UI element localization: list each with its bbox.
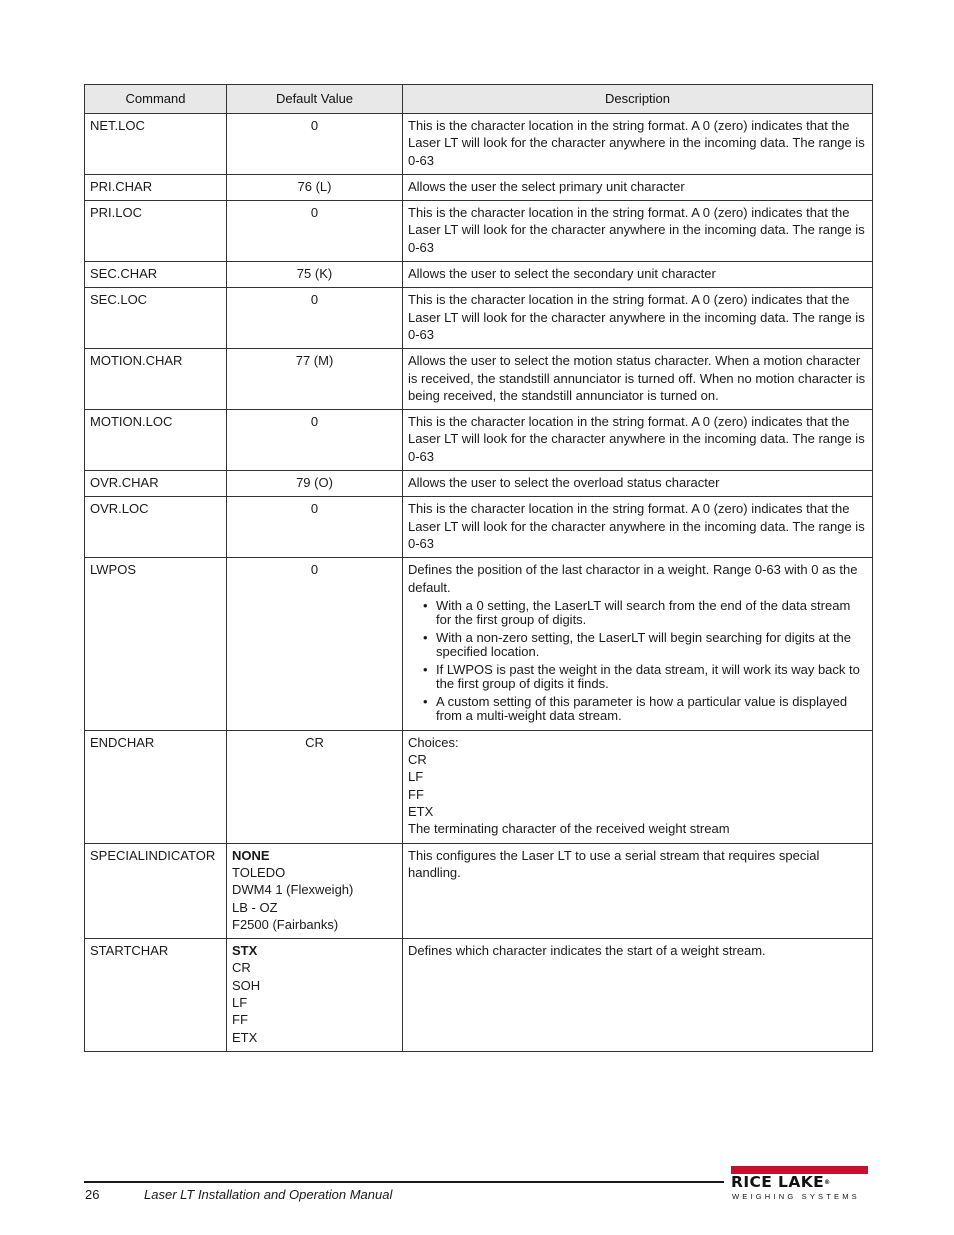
bullet-item: • With a non-zero setting, the LaserLT will begin searching for digits at the specified location.: [436, 631, 867, 660]
default-option: ETX: [232, 1029, 258, 1045]
default-option: LB - OZ: [232, 899, 278, 915]
description-line: FF: [408, 786, 424, 802]
column-header-description: Description: [403, 85, 873, 114]
default-value-cell: 0: [227, 114, 403, 175]
table-row: [85, 730, 873, 843]
default-value-cell: 0: [227, 201, 403, 262]
table-row: [85, 349, 873, 410]
description-cell: This is the character location in the string format. A 0 (zero) indicates that the Laser LT will look for the character anywhere in the incoming data. The range is 0-63: [403, 410, 873, 471]
default-value-cell: CR: [227, 730, 403, 843]
command-cell: NET.LOC: [85, 114, 227, 175]
registered-mark: ®: [824, 1179, 831, 1186]
default-value-cell: 0: [227, 410, 403, 471]
command-cell: STARTCHAR: [85, 939, 227, 1052]
description-cell: This configures the Laser LT to use a serial stream that requires special handling.: [403, 843, 873, 938]
description-cell: Defines which character indicates the start of a weight stream.: [403, 939, 873, 1052]
table-row: [85, 471, 873, 497]
bullet-item: • A custom setting of this parameter is how a particular value is displayed from a multi-weight data stream.: [436, 695, 867, 724]
command-cell: OVR.CHAR: [85, 471, 227, 497]
table-row: [85, 497, 873, 558]
description-line: The terminating character of the received weight stream: [408, 821, 730, 837]
default-value-cell: 76 (L): [227, 174, 403, 200]
description-cell: Allows the user to select the overload status character: [403, 471, 873, 497]
table-row: [85, 114, 873, 175]
description-line: ETX: [408, 804, 434, 820]
default-value-cell: [227, 843, 403, 938]
default-option-selected: NONE: [232, 847, 270, 863]
column-header-default-value: Default Value: [227, 85, 403, 114]
command-cell: MOTION.LOC: [85, 410, 227, 471]
default-value-cell: 0: [227, 558, 403, 731]
command-cell: ENDCHAR: [85, 730, 227, 843]
page-number: 26: [85, 1187, 100, 1202]
command-cell: PRI.LOC: [85, 201, 227, 262]
table-row: [85, 843, 873, 938]
description-cell: [403, 558, 873, 731]
default-value-cell: 75 (K): [227, 262, 403, 288]
command-cell: SEC.CHAR: [85, 262, 227, 288]
table-row: [85, 174, 873, 200]
rice-lake-logo: [731, 1166, 868, 1202]
table-row: [85, 558, 873, 731]
description-cell: [403, 730, 873, 843]
default-option: SOH: [232, 977, 261, 993]
parameters-table: [84, 84, 873, 1052]
description-cell: Allows the user the select primary unit character: [403, 174, 873, 200]
default-value-cell: [227, 939, 403, 1052]
description-line: LF: [408, 769, 424, 785]
description-cell: Allows the user to select the motion status character. When a motion character is received, the standstill annunciator is turned off. When no motion character is being received, the standstill annunciator is turned on.: [403, 349, 873, 410]
description-line: Choices:: [408, 734, 459, 750]
description-cell: Allows the user to select the secondary unit character: [403, 262, 873, 288]
description-cell: This is the character location in the string format. A 0 (zero) indicates that the Laser LT will look for the character anywhere in the incoming data. The range is 0-63: [403, 201, 873, 262]
default-option: TOLEDO: [232, 864, 286, 880]
description-line: CR: [408, 752, 427, 768]
description-text: Defines the position of the last charactor in a weight. Range 0-63 with 0 as the default.: [408, 562, 858, 595]
command-cell: SEC.LOC: [85, 288, 227, 349]
description-cell: This is the character location in the string format. A 0 (zero) indicates that the Laser LT will look for the character anywhere in the incoming data. The range is 0-63: [403, 114, 873, 175]
default-option: LF: [232, 994, 248, 1010]
logo-tagline: WEIGHING SYSTEMS: [732, 1192, 860, 1201]
table-row: [85, 288, 873, 349]
footer-rule: [84, 1181, 724, 1183]
bullet-item: • If LWPOS is past the weight in the data stream, it will work its way back to the first group of digits it finds.: [436, 663, 867, 692]
description-cell: This is the character location in the string format. A 0 (zero) indicates that the Laser LT will look for the character anywhere in the incoming data. The range is 0-63: [403, 497, 873, 558]
table-row: [85, 201, 873, 262]
table-row: [85, 410, 873, 471]
column-header-command: Command: [85, 85, 227, 114]
bullet-list: [408, 599, 867, 724]
logo-name: RICE LAKE: [731, 1173, 825, 1191]
default-value-cell: 79 (O): [227, 471, 403, 497]
logo-wordmark: [731, 1174, 868, 1191]
table-row: [85, 939, 873, 1052]
description-cell: This is the character location in the string format. A 0 (zero) indicates that the Laser LT will look for the character anywhere in the incoming data. The range is 0-63: [403, 288, 873, 349]
command-cell: OVR.LOC: [85, 497, 227, 558]
default-option: CR: [232, 960, 251, 976]
default-option: F2500 (Fairbanks): [232, 916, 339, 932]
command-cell: MOTION.CHAR: [85, 349, 227, 410]
command-cell: PRI.CHAR: [85, 174, 227, 200]
default-option-selected: STX: [232, 943, 258, 959]
table-header-row: [85, 85, 873, 114]
default-value-cell: 0: [227, 288, 403, 349]
default-value-cell: 77 (M): [227, 349, 403, 410]
default-option: FF: [232, 1012, 248, 1028]
bullet-item: • With a 0 setting, the LaserLT will search from the end of the data stream for the first group of digits.: [436, 599, 867, 628]
command-cell: SPECIALINDICATOR: [85, 843, 227, 938]
table-row: [85, 262, 873, 288]
command-cell: LWPOS: [85, 558, 227, 731]
default-value-cell: 0: [227, 497, 403, 558]
default-option: DWM4 1 (Flexweigh): [232, 882, 354, 898]
manual-title: Laser LT Installation and Operation Manual: [144, 1187, 393, 1202]
